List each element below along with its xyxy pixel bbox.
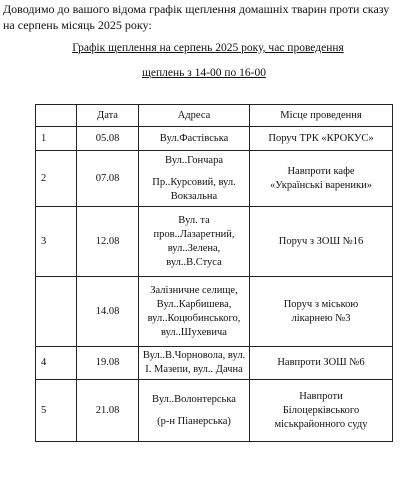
row-date: 14.08 xyxy=(77,277,139,347)
address-line: пров..Лазаретний, xyxy=(153,228,235,240)
address-line: Залізничне селище, xyxy=(150,284,238,296)
address-line: вул..Шухевича xyxy=(161,326,227,338)
address-line: Вул..Карбишева, xyxy=(156,298,232,310)
spacer xyxy=(141,407,247,415)
place-line: міськрайонного суду xyxy=(274,418,368,430)
address-line: Пр..Курсовий, вул. xyxy=(152,176,236,188)
row-date: 19.08 xyxy=(77,347,139,380)
row-place xyxy=(250,207,393,277)
header-place: Місце проведення xyxy=(250,105,393,127)
row-address xyxy=(139,277,250,347)
header-address: Адреса xyxy=(139,105,250,127)
row-place xyxy=(250,277,393,347)
row-number: 5 xyxy=(36,380,77,442)
place-line: Навпроти кафе xyxy=(287,165,355,177)
intro-text: Доводимо до вашого відома графік щеплення домашніх тварин проти сказу на серпень місяць 2025 року: xyxy=(3,2,390,32)
row-place xyxy=(250,347,393,380)
address-line: вул..Коцюбинського, xyxy=(147,312,241,324)
table-row xyxy=(36,127,393,151)
row-number xyxy=(36,277,77,347)
row-address xyxy=(139,347,250,380)
address-line: вул..В.Стуса xyxy=(166,256,222,268)
row-date: 07.08 xyxy=(77,151,139,207)
address-line: Вокзальна xyxy=(170,190,218,202)
row-number: 3 xyxy=(36,207,77,277)
table-header-row xyxy=(36,105,393,127)
spacer xyxy=(141,168,247,176)
place-line: Поруч ТРК «КРОКУС» xyxy=(268,132,374,144)
row-address xyxy=(139,380,250,442)
row-address xyxy=(139,127,250,151)
address-line: (р-н Піанерська) xyxy=(157,415,231,427)
row-date: 05.08 xyxy=(77,127,139,151)
place-line: Поруч з ЗОШ №16 xyxy=(278,235,364,247)
place-line: Поруч з міською xyxy=(283,298,359,310)
place-line: Білоцерківського xyxy=(282,404,360,416)
table-row xyxy=(36,380,393,442)
row-date: 21.08 xyxy=(77,380,139,442)
address-line: Вул..Волонтерська xyxy=(152,393,236,405)
row-number: 4 xyxy=(36,347,77,380)
address-line: Вул..Гончара xyxy=(164,154,223,166)
row-date: 12.08 xyxy=(77,207,139,277)
place-line: Навпроти xyxy=(299,390,343,402)
address-line: І. Мазепи, вул.. Дачна xyxy=(145,364,243,375)
row-number: 2 xyxy=(36,151,77,207)
row-place xyxy=(250,151,393,207)
schedule-title: Графік щеплення на серпень 2025 року, час проведення xyxy=(72,42,344,54)
address-line: Вул.Фастівська xyxy=(159,132,229,144)
table-row xyxy=(36,277,393,347)
schedule-time: щеплень з 14-00 по 16-00 xyxy=(142,67,266,79)
place-line: Навпроти ЗОШ №6 xyxy=(277,357,365,368)
address-line: вул..Зелена, xyxy=(167,242,221,254)
table-row xyxy=(36,151,393,207)
place-line: лікарнею №3 xyxy=(291,312,351,324)
row-number: 1 xyxy=(36,127,77,151)
table-row xyxy=(36,207,393,277)
row-address xyxy=(139,207,250,277)
vaccination-schedule-table xyxy=(35,104,393,442)
header-date: Дата xyxy=(77,105,139,127)
address-line: Вул..В.Чорновола, вул. xyxy=(142,350,246,361)
place-line: «Українські вареники» xyxy=(269,179,372,191)
header-number xyxy=(36,105,77,127)
row-place xyxy=(250,127,393,151)
row-address xyxy=(139,151,250,207)
address-line: Вул. та xyxy=(178,214,210,226)
row-place xyxy=(250,380,393,442)
table-row xyxy=(36,347,393,380)
